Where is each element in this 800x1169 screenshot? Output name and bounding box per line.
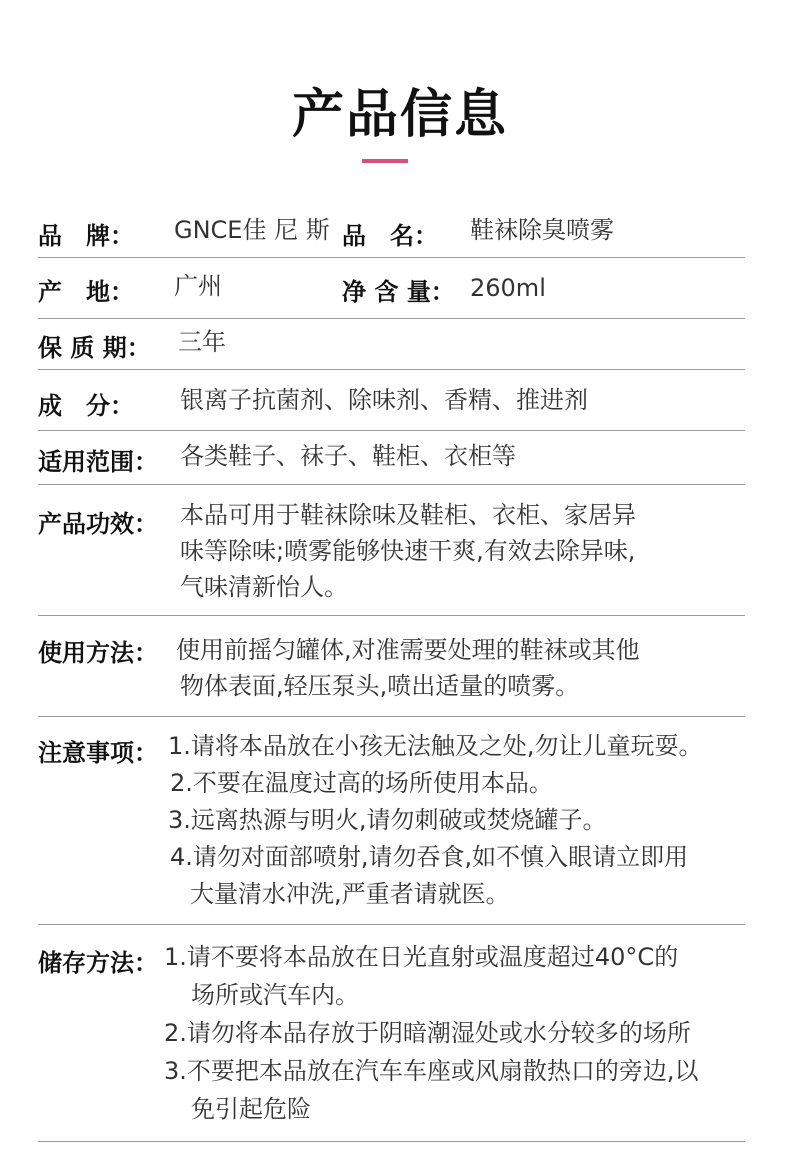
- notes-label: 注意事项：: [38, 739, 158, 767]
- brand-label: 品 牌：: [38, 222, 134, 250]
- brand-value: GNCE佳 尼 斯: [174, 216, 330, 244]
- divider: [38, 318, 745, 319]
- notes-line: 大量清水冲洗,严重者请就医。: [190, 880, 510, 908]
- usage-text: [176, 632, 640, 704]
- divider: [38, 430, 745, 431]
- notes-line: 2.不要在温度过高的场所使用本品。: [170, 769, 553, 797]
- divider: [38, 924, 745, 925]
- effect-line: 味等除味;喷雾能够快速干爽,有效去除异味,: [180, 537, 636, 565]
- shelf-life-label: 保 质 期：: [38, 334, 151, 362]
- notes-text: [168, 728, 703, 913]
- notes-line: 1.请将本品放在小孩无法触及之处,勿让儿童玩耍。: [168, 732, 703, 760]
- origin-label: 产 地：: [38, 278, 134, 306]
- ingredients-value: 银离子抗菌剂、除味剂、香精、推进剂: [180, 386, 588, 414]
- net-content-value: 260ml: [470, 274, 546, 302]
- divider: [38, 257, 745, 258]
- effect-text: [180, 497, 636, 605]
- origin-value: 广州: [174, 272, 222, 300]
- usage-label: 使用方法：: [38, 639, 158, 667]
- usage-line: 使用前摇匀罐体,对准需要处理的鞋袜或其他: [176, 636, 640, 664]
- storage-line: 2.请勿将本品存放于阴暗潮湿处或水分较多的场所: [164, 1019, 691, 1047]
- shelf-life-value: 三年: [178, 328, 226, 356]
- effect-label: 产品功效：: [38, 510, 158, 538]
- storage-line: 免引起危险: [191, 1095, 311, 1123]
- net-content-label: 净 含 量：: [342, 278, 455, 306]
- page-title: 产品信息: [291, 85, 508, 145]
- usage-line: 物体表面,轻压泵头,喷出适量的喷雾。: [180, 672, 580, 700]
- notes-line: 4.请勿对面部喷射,请勿吞食,如不慎入眼请立即用: [170, 843, 689, 871]
- storage-line: 3.不要把本品放在汽车车座或风扇散热口的旁边,以: [164, 1057, 699, 1085]
- divider: [38, 484, 745, 485]
- storage-line: 场所或汽车内。: [191, 981, 359, 1009]
- name-label: 品 名：: [342, 222, 438, 250]
- storage-text: [164, 938, 699, 1128]
- title-underline: [362, 159, 408, 163]
- divider: [38, 369, 745, 370]
- effect-line: 本品可用于鞋袜除味及鞋柜、衣柜、家居异: [180, 501, 636, 529]
- divider: [38, 1141, 745, 1142]
- storage-line: 1.请不要将本品放在日光直射或温度超过40°C的: [164, 943, 679, 971]
- divider: [38, 716, 745, 717]
- scope-label: 适用范围：: [38, 448, 158, 476]
- scope-value: 各类鞋子、袜子、鞋柜、衣柜等: [180, 442, 516, 470]
- effect-line: 气味清新怡人。: [180, 573, 348, 601]
- divider: [38, 615, 745, 616]
- ingredients-label: 成 分：: [38, 392, 134, 420]
- notes-line: 3.远离热源与明火,请勿刺破或焚烧罐子。: [168, 806, 607, 834]
- name-value: 鞋袜除臭喷雾: [470, 216, 614, 244]
- storage-label: 储存方法：: [38, 949, 158, 977]
